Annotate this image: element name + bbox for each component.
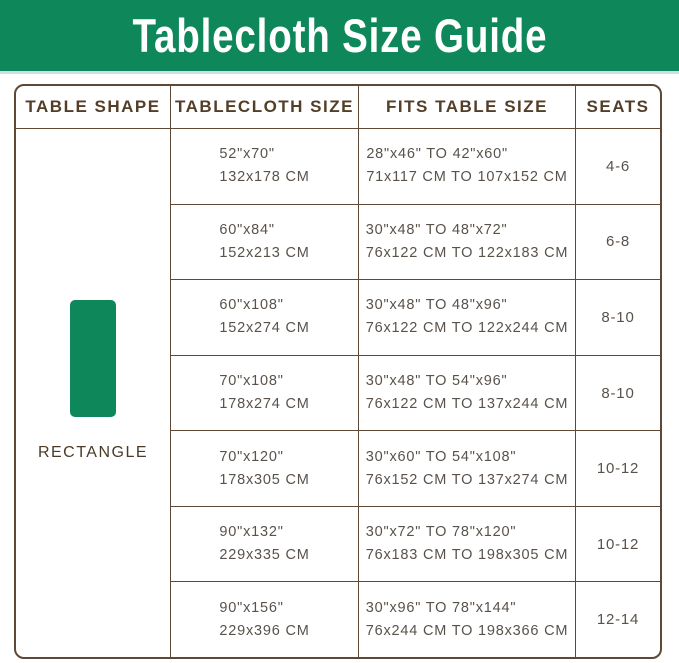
size-inches: 90"x132": [219, 524, 284, 541]
column-header-table-shape: TABLE SHAPE: [16, 86, 171, 128]
seats-cell: 10-12: [596, 535, 640, 553]
size-inches: 60"x108": [219, 297, 284, 314]
fits-table-size-text: [366, 370, 568, 416]
tablecloth-size-cell: [171, 356, 359, 431]
size-cm: 229x335 CM: [219, 547, 310, 564]
fits-table-size-text: [366, 446, 568, 492]
size-inches: 70"x108": [219, 373, 284, 390]
fits-table-size-cell: [359, 356, 576, 431]
size-cm: 229x396 CM: [219, 622, 310, 639]
fits-inches: 30"x96" TO 78"x144": [365, 599, 517, 616]
fits-inches: 28"x46" TO 42"x60": [366, 146, 508, 163]
fits-inches: 30"x48" TO 48"x96": [365, 297, 508, 314]
fits-table-size-text: [366, 294, 568, 340]
fits-table-size-text: [366, 219, 568, 265]
fits-table-size-text: [366, 597, 568, 643]
tablecloth-size-cell: [171, 280, 359, 355]
size-cm: 152x213 CM: [219, 244, 310, 261]
tablecloth-size-text: [219, 446, 309, 492]
seats-cell: 6-8: [605, 233, 631, 251]
table-row: [171, 431, 660, 507]
table-row: [171, 507, 660, 583]
tablecloth-size-text: [219, 597, 309, 643]
column-header-tablecloth-size: TABLECLOTH SIZE: [171, 86, 359, 128]
tablecloth-size-text: [219, 294, 309, 340]
fits-cm: 76x244 CM TO 198x366 CM: [365, 622, 569, 639]
fits-table-size-cell: [359, 205, 576, 280]
title-banner: [0, 0, 679, 71]
table-row: [171, 205, 660, 281]
size-cm: 132x178 CM: [219, 169, 310, 186]
fits-table-size-cell: [359, 280, 576, 355]
seats-cell: 4-6: [605, 157, 631, 175]
tablecloth-size-text: [219, 219, 309, 265]
fits-table-size-cell: [359, 507, 576, 582]
banner-divider: [0, 71, 679, 74]
fits-table-size-cell: [359, 582, 576, 657]
tablecloth-size-cell: [171, 129, 359, 204]
fits-cm: 76x122 CM TO 122x244 CM: [365, 320, 569, 337]
size-guide-table: [14, 84, 662, 659]
fits-inches: 30"x72" TO 78"x120": [365, 524, 517, 541]
fits-table-size-cell: [359, 431, 576, 506]
table-rows: [171, 129, 660, 657]
shape-label: RECTANGLE: [37, 444, 149, 461]
tablecloth-size-text: [219, 370, 309, 416]
seats-cell: 8-10: [601, 308, 635, 326]
table-row: [171, 356, 660, 432]
shape-cell: [16, 129, 171, 657]
table-header-row: [16, 86, 660, 129]
fits-table-size-text: [366, 521, 568, 567]
size-inches: 90"x156": [219, 599, 284, 616]
table-row: [171, 129, 660, 205]
tablecloth-size-cell: [171, 582, 359, 657]
table-row: [171, 582, 660, 657]
fits-cm: 76x122 CM TO 137x244 CM: [365, 396, 569, 413]
fits-table-size-cell: [359, 129, 576, 204]
size-cm: 178x274 CM: [219, 396, 310, 413]
tablecloth-size-cell: [171, 431, 359, 506]
tablecloth-size-text: [219, 143, 309, 189]
seats-cell: 8-10: [601, 384, 635, 402]
rectangle-shape-icon: [70, 300, 116, 417]
tablecloth-size-cell: [171, 205, 359, 280]
column-header-seats: SEATS: [586, 97, 650, 116]
size-inches: 60"x84": [219, 221, 275, 238]
tablecloth-size-text: [219, 521, 309, 567]
size-cm: 178x305 CM: [219, 471, 310, 488]
fits-table-size-text: [366, 143, 567, 189]
seats-cell: 12-14: [596, 611, 640, 629]
fits-inches: 30"x48" TO 54"x96": [365, 373, 508, 390]
seats-cell: 10-12: [596, 460, 640, 478]
page-title: Tablecloth Size Guide: [132, 9, 547, 62]
table-row: [171, 280, 660, 356]
size-inches: 52"x70": [219, 146, 275, 163]
column-header-fits-table-size: FITS TABLE SIZE: [359, 86, 576, 128]
fits-cm: 76x183 CM TO 198x305 CM: [365, 547, 569, 564]
size-inches: 70"x120": [219, 448, 284, 465]
fits-inches: 30"x60" TO 54"x108": [365, 448, 517, 465]
fits-inches: 30"x48" TO 48"x72": [365, 221, 508, 238]
fits-cm: 76x122 CM TO 122x183 CM: [365, 244, 569, 261]
fits-cm: 76x152 CM TO 137x274 CM: [365, 471, 569, 488]
size-cm: 152x274 CM: [219, 320, 310, 337]
tablecloth-size-cell: [171, 507, 359, 582]
fits-cm: 71x117 CM TO 107x152 CM: [366, 169, 568, 186]
table-body: [16, 129, 660, 657]
shape-group: [38, 300, 148, 462]
